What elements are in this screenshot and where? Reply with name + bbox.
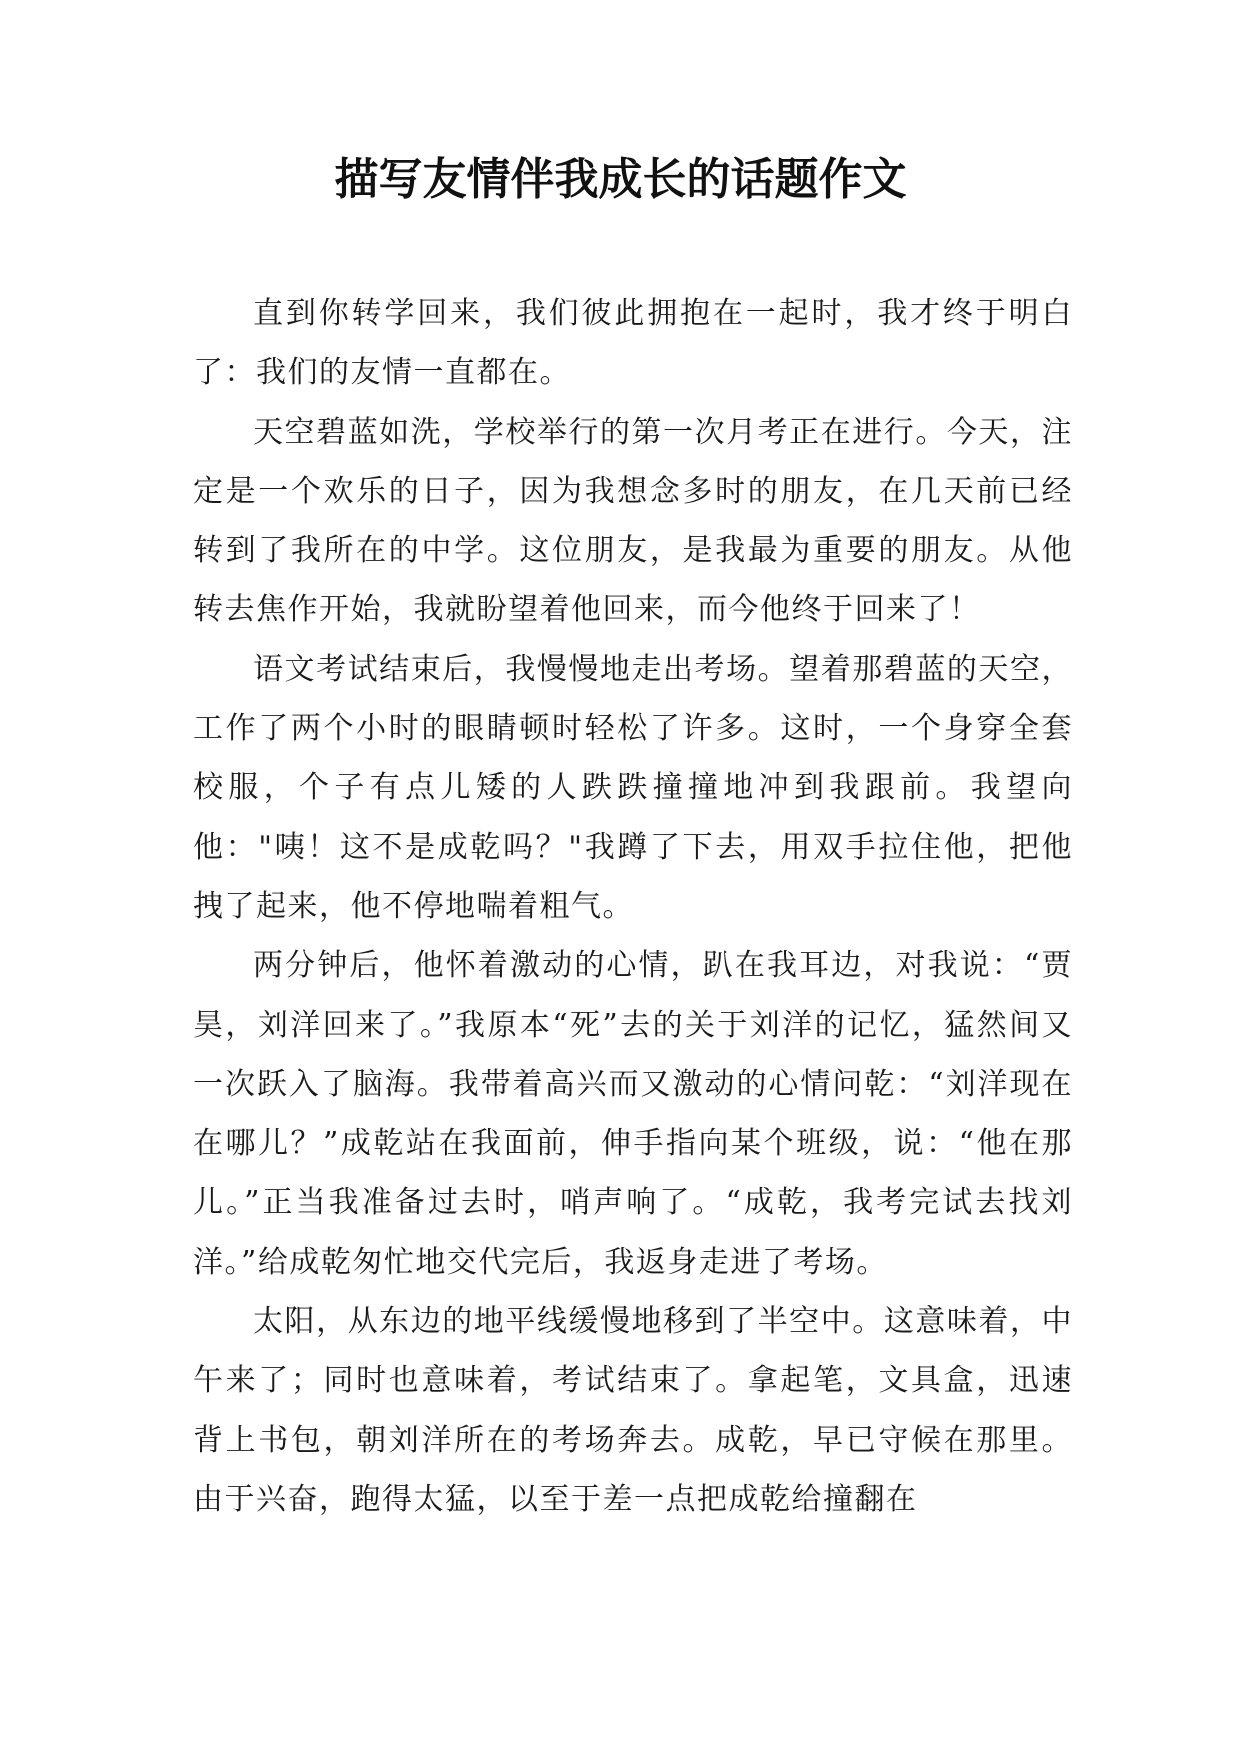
document-title: 描写友情伴我成长的话题作文: [334, 154, 907, 205]
paragraph: 太阳，从东边的地平线缓慢地移到了半空中。这意味着，中午来了；同时也意味着，考试结束了。拿起笔，文具盒，迅速背上书包，朝刘洋所在的考场奔去。成乾，早已守候在那里。由于兴奋，跑得太猛，以至于差一点把成乾给撞翻在: [193, 1304, 1073, 1517]
paragraph: 天空碧蓝如洗，学校举行的第一次月考正在进行。今天，注定是一个欢乐的日子，因为我想念多时的朋友，在几天前已经转到了我所在的中学。这位朋友，是我最为重要的朋友。从他转去焦作开始，我就盼望着他回来，而今他终于回来了！: [193, 414, 1073, 628]
paragraph: 两分钟后，他怀着激动的心情，趴在我耳边，对我说：“贾昊，刘洋回来了。”我原本“死”去的关于刘洋的记忆，猛然间又一次跃入了脑海。我带着高兴而又激动的心情问乾：“刘洋现在在哪儿？”成乾站在我面前，伸手指向某个班级，说：“他在那儿。”正当我准备过去时，哨声响了。“成乾，我考完试去找刘洋。”给成乾匆忙地交代完后，我返身走进了考场。: [193, 948, 1073, 1280]
paragraph: 直到你转学回来，我们彼此拥抱在一起时，我才终于明白了：我们的友情一直都在。: [193, 296, 1073, 391]
paragraph: 语文考试结束后，我慢慢地走出考场。望着那碧蓝的天空，工作了两个小时的眼睛顿时轻松了许多。这时，一个身穿全套校服，个子有点儿矮的人跌跌撞撞地冲到我跟前。我望向他："咦！这不是成乾吗？"我蹲了下去，用双手拉住他，把他拽了起来，他不停地喘着粗气。: [193, 651, 1073, 924]
document-body: [193, 284, 1073, 1529]
